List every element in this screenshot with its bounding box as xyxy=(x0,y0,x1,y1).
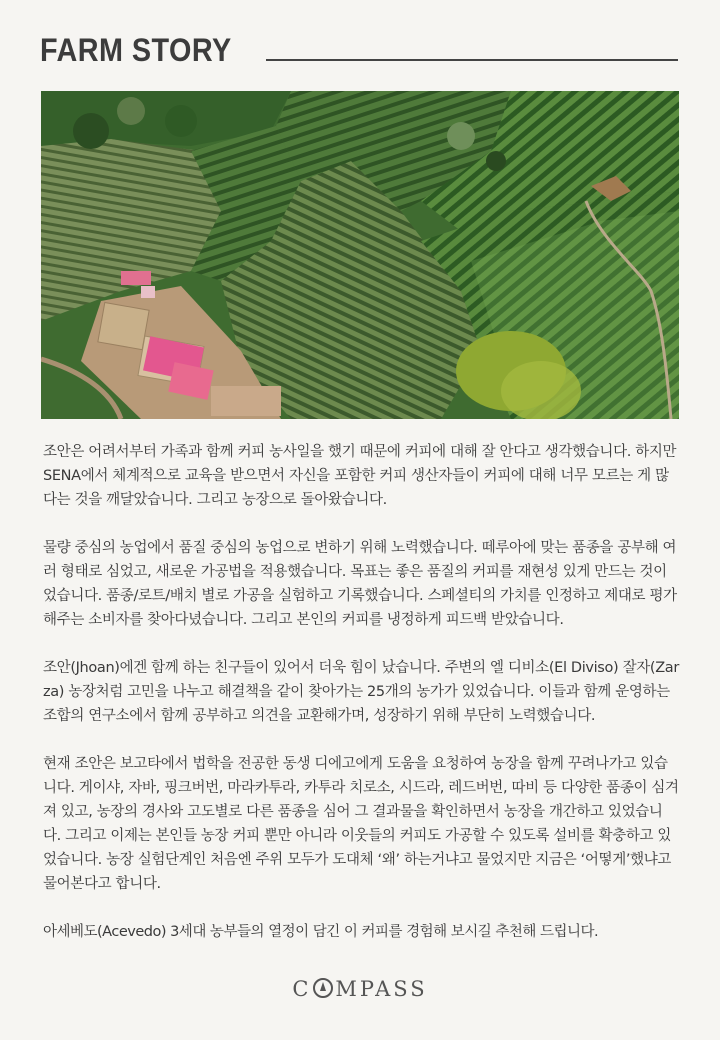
story-body xyxy=(43,440,679,944)
story-paragraph: 물량 중심의 농업에서 품질 중심의 농업으로 변하기 위해 노력했습니다. 떼루아에 맞는 품종을 공부해 여러 형태로 심었고, 새로운 가공법을 적용했습니다. 목표는 좋은 품질의 커피를 재현성 있게 만드는 것이었습니다. 품종/로트/배치 별로 가공을 실험하고 기록했습니다. 스페셜티의 가치를 인정하고 제대로 평가해주는 소비자를 찾아다녔습니다. 그리고 본인의 커피를 냉정하게 피드백 받았습니다. xyxy=(43,540,677,628)
story-paragraph: 조안(Jhoan)에겐 함께 하는 친구들이 있어서 더욱 힘이 났습니다. 주변의 엘 디비소(El Diviso) 잘자(Zarza) 농장처럼 고민을 나누고 해결책을 같이 찾아가는 25개의 농가가 있었습니다. 이들과 함께 운영하는 조합의 연구소에서 함께 공부하고 의견을 교환해가며, 성장하기 위해 부단히 노력했습니다. xyxy=(43,660,679,724)
compass-o-icon xyxy=(313,978,333,998)
story-paragraph: 조안은 어려서부터 가족과 함께 커피 농사일을 했기 때문에 커피에 대해 잘 안다고 생각했습니다. 하지만 SENA에서 체계적으로 교육을 받으면서 자신을 포함한 커피 생산자들이 커피에 대해 너무 모르는 게 많다는 것을 깨달았습니다. 그리고 농장으로 돌아왔습니다. xyxy=(43,444,677,508)
story-paragraph: 현재 조안은 보고타에서 법학을 전공한 동생 디에고에게 도움을 요청하여 농장을 함께 꾸려나가고 있습니다. 게이샤, 자바, 핑크버번, 마라카투라, 카투라 치로소, 시드라, 레드버번, 따비 등 다양한 품종이 심겨져 있고, 농장의 경사와 고도별로 다른 품종을 심어 그 결과물을 확인하면서 농장을 개간하고 있었습니다. 그리고 이제는 본인들 농장 커피 뿐만 아니라 이웃들의 커피도 가공할 수 있도록 설비를 확충하고 있었습니다. 농장 실험단계인 처음엔 주위 모두가 도대체 ‘왜’ 하는거냐고 물었지만 지금은 ‘어떻게’했냐고 물어본다고 합니다. xyxy=(43,756,679,892)
header-rule xyxy=(266,59,678,61)
logo-prefix: C xyxy=(292,977,312,1001)
page-title: FARM STORY xyxy=(40,32,232,68)
page-header xyxy=(40,30,680,74)
story-closing: 아세베도(Acevedo) 3세대 농부들의 열정이 담긴 이 커피를 경험해 보시길 추천해 드립니다. xyxy=(43,924,599,940)
farm-aerial-photo xyxy=(41,91,679,419)
logo-suffix: MPASS xyxy=(335,977,428,1001)
compass-logo xyxy=(0,977,720,1001)
farm-aerial-illustration xyxy=(41,91,679,419)
